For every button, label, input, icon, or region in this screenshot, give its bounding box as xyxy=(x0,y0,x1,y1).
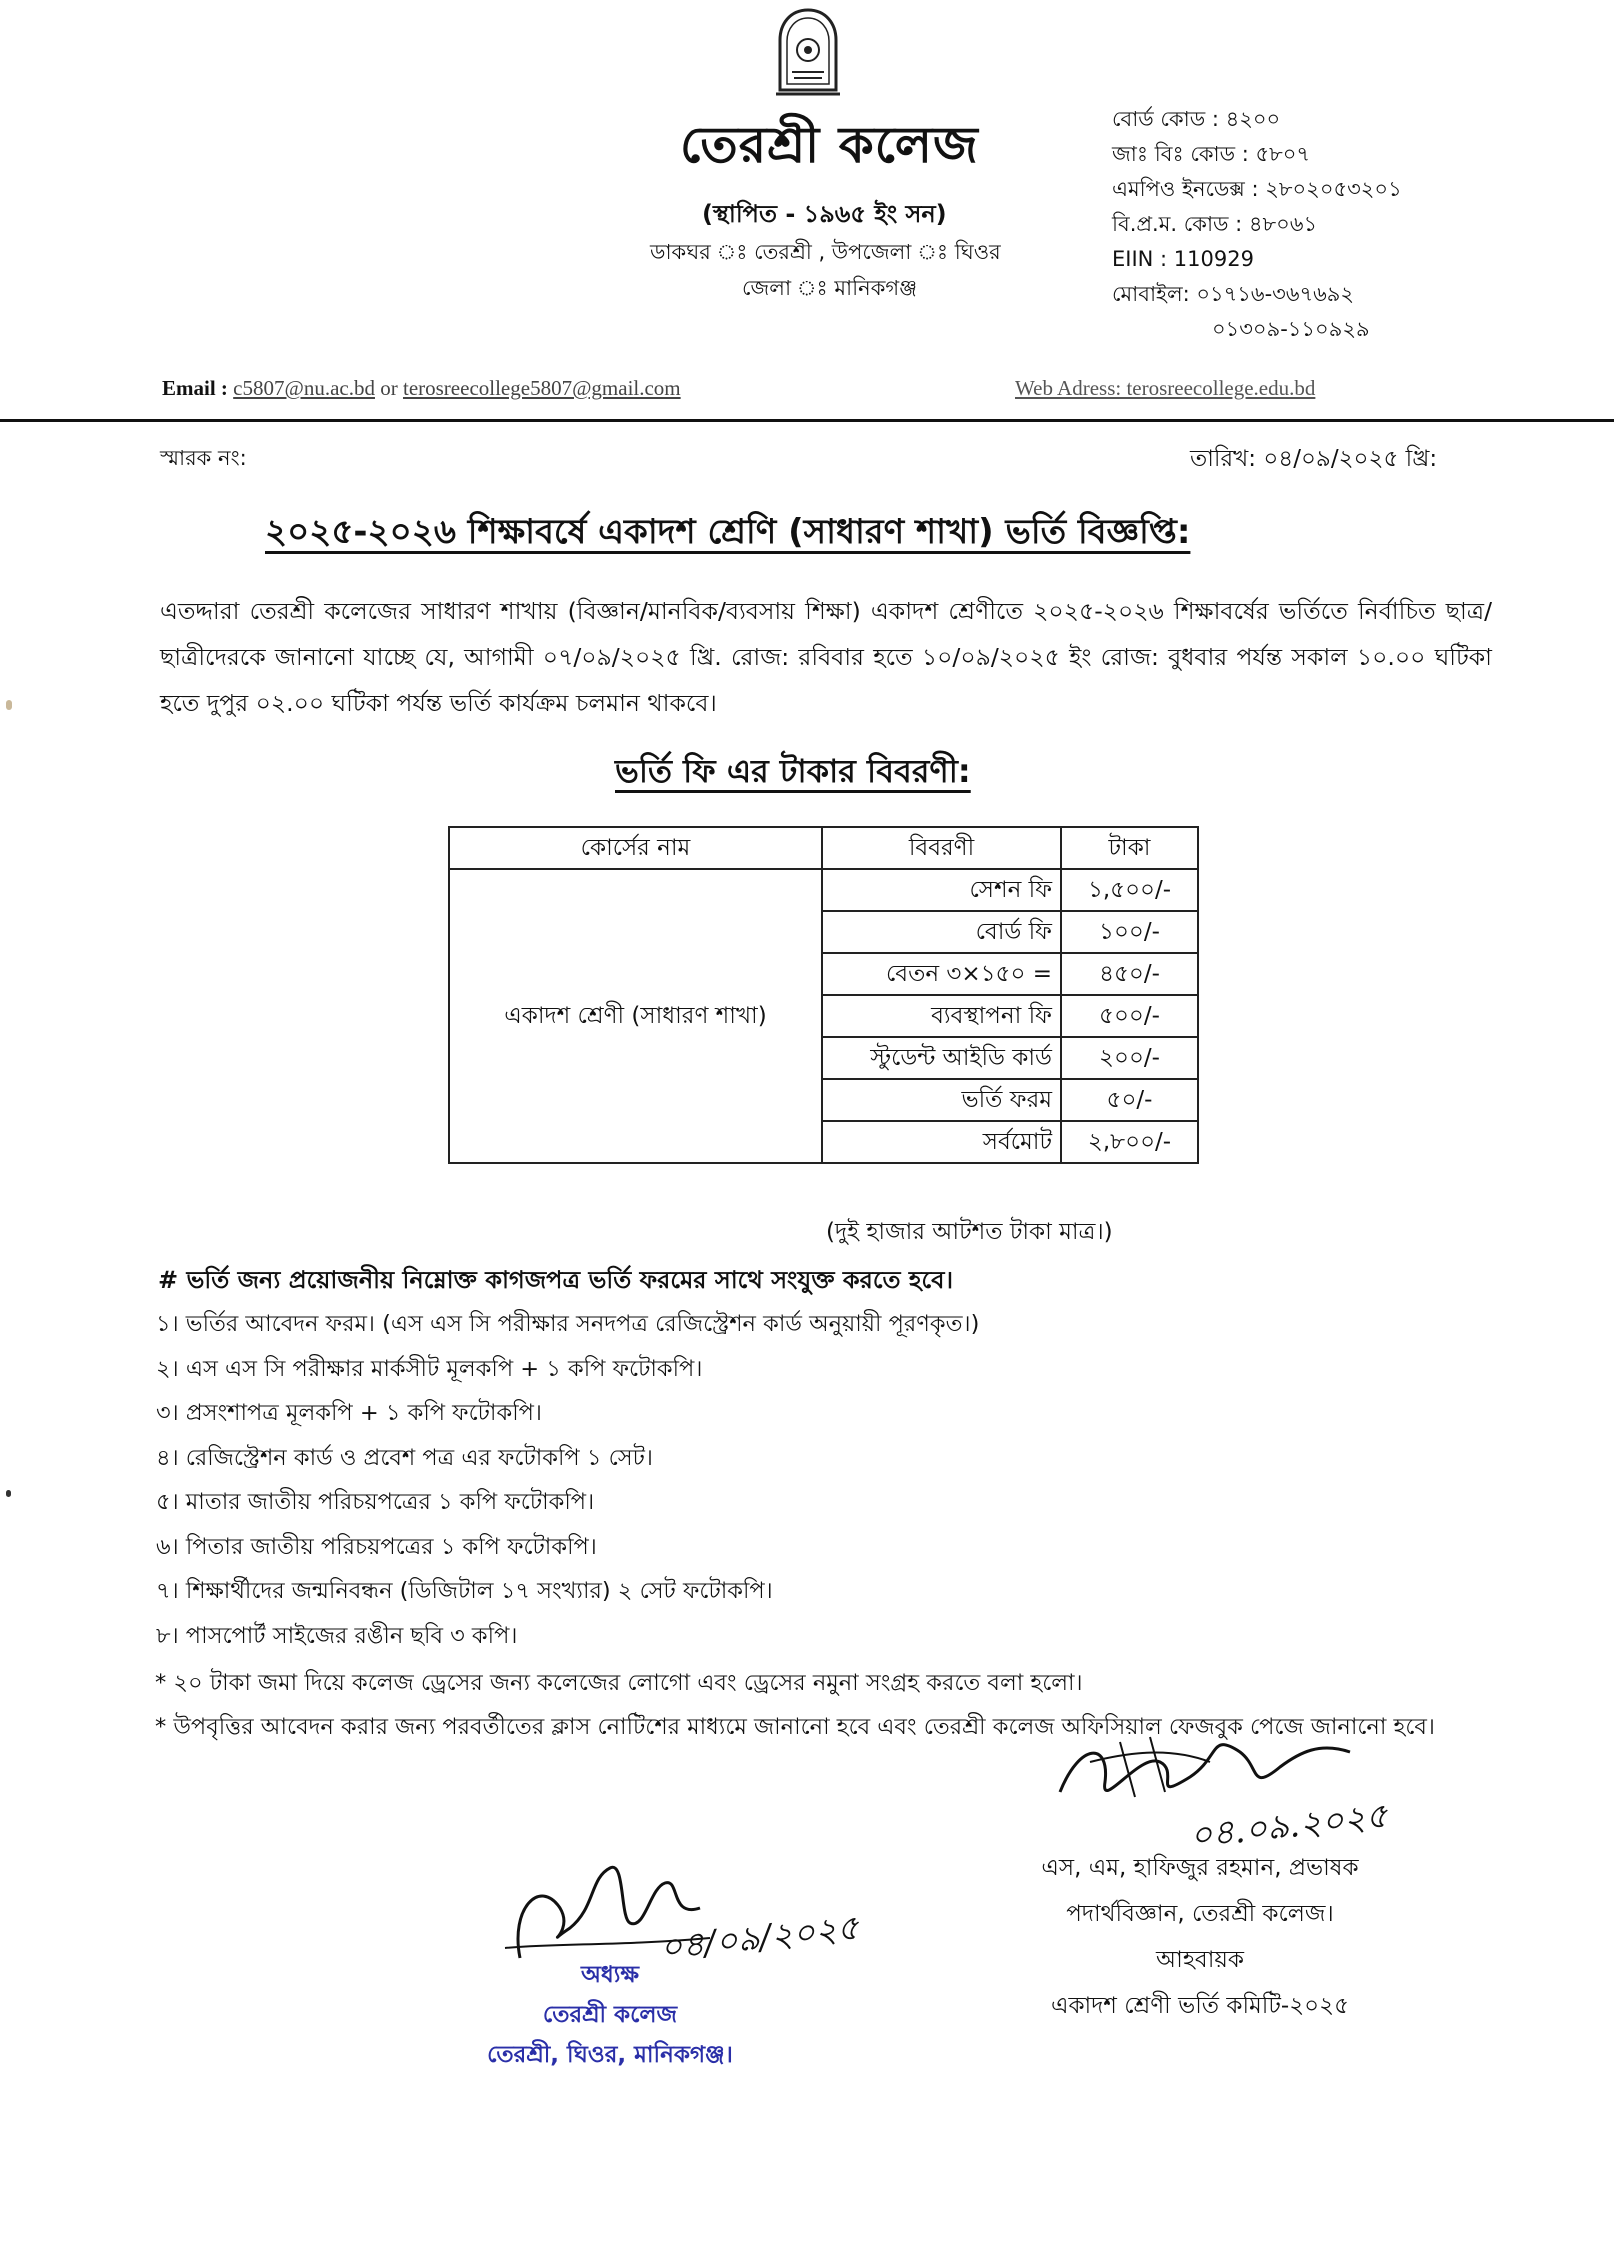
principal-stamp xyxy=(440,1955,780,2075)
college-codes xyxy=(1112,102,1402,347)
signatory-right xyxy=(990,1845,1410,2029)
list-item: ৪। রেজিস্ট্রেশন কার্ড ও প্রবেশ পত্র এর ফটোকপি ১ সেট। xyxy=(156,1444,653,1471)
address-line-1: ডাকঘর ঃ তেরশ্রী , উপজেলা ঃ ঘিওর xyxy=(650,240,1001,264)
header-course: কোর্সের নাম xyxy=(449,827,822,869)
header-description: বিবরণী xyxy=(822,827,1061,869)
college-logo-icon xyxy=(768,6,848,102)
amount-in-words: (দুই হাজার আটশত টাকা মাত্র।) xyxy=(826,1219,1113,1245)
signatory-right-dept: পদার্থবিজ্ঞান, তেরশ্রী কলেজ। xyxy=(1066,1901,1334,1927)
list-item: ১। ভর্তির আবেদন ফরম। (এস এস সি পরীক্ষার সনদপত্র রেজিস্ট্রেশন কার্ড অনুয়ায়ী পূরণকৃত।) xyxy=(156,1311,980,1337)
email-or: or xyxy=(380,376,398,400)
email-link-2[interactable]: terosreecollege5807@gmail.com xyxy=(402,376,681,400)
list-item: ৩। প্রসংশাপত্র মূলকপি + ১ কপি ফটোকপি। xyxy=(156,1400,542,1426)
web-address-link[interactable]: Web Adress: terosreecollege.edu.bd xyxy=(1015,376,1316,400)
header-amount: টাকা xyxy=(1061,827,1198,869)
list-item: ৫। মাতার জাতীয় পরিচয়পত্রের ১ কপি ফটোকপি। xyxy=(156,1489,595,1515)
eiin: EIIN : 110929 xyxy=(1112,247,1254,271)
fee-item: বেতন ৩×১৫০ = xyxy=(822,953,1061,995)
list-item: ৭। শিক্ষার্থীদের জন্মনিবন্ধন (ডিজিটাল ১৭ সংখ্যার) ২ সেট ফটোকপি। xyxy=(156,1578,773,1604)
mobile-2: ০১৩০৯-১১০৯২৯ xyxy=(1212,317,1370,341)
signature-left-date: ০৪/০৯/২০২৫ xyxy=(658,1907,861,1969)
scan-speck xyxy=(6,700,12,710)
fee-amount: ১,৫০০/- xyxy=(1061,869,1198,911)
stamp-address: তেরশ্রী, ঘিওর, মানিকগঞ্জ। xyxy=(487,2042,733,2068)
notice-date: তারিখ: ০৪/০৯/২০২৫ খ্রি: xyxy=(1190,446,1438,472)
scan-speck xyxy=(6,1490,11,1497)
signatory-right-name: এস, এম, হাফিজুর রহমান, প্রভাষক xyxy=(1041,1855,1359,1881)
table-row xyxy=(449,869,1198,911)
college-name: তেরশ্রী কলেজ xyxy=(680,116,979,174)
signature-right-date: ০৪.০৯.২০২৫ xyxy=(1188,1795,1390,1857)
list-item: ৬। পিতার জাতীয় পরিচয়পত্রের ১ কপি ফটোকপি। xyxy=(156,1533,597,1560)
notice-title: ২০২৫-২০২৬ শিক্ষাবর্ষে একাদশ শ্রেণি (সাধারণ শাখা) ভর্তি বিজ্ঞপ্তি: xyxy=(265,512,1191,552)
established-year: (স্থাপিত - ১৯৬৫ ইং সন) xyxy=(702,200,947,228)
nu-code: জাঃ বিঃ কোড : ৫৮০৭ xyxy=(1112,142,1311,166)
fee-amount: ৪৫০/- xyxy=(1061,953,1198,995)
fee-item: ব্যবস্থাপনা ফি xyxy=(822,995,1061,1037)
email-row xyxy=(162,376,681,401)
email-label: Email : xyxy=(162,376,228,400)
fee-item: ভর্তি ফরম xyxy=(822,1079,1061,1121)
address-line-2: জেলা ঃ মানিকগঞ্জ xyxy=(742,276,918,300)
fee-title: ভর্তি ফি এর টাকার বিবরণী: xyxy=(615,752,971,790)
fee-amount: ১০০/- xyxy=(1061,911,1198,953)
signatory-right-committee: একাদশ শ্রেণী ভর্তি কমিটি-২০২৫ xyxy=(1050,1993,1350,2019)
board-code: বোর্ড কোড : ৪২০০ xyxy=(1112,107,1281,131)
fee-total-label: সর্বমোট xyxy=(822,1121,1061,1163)
fee-amount: ৫০০/- xyxy=(1061,995,1198,1037)
note-dress: * ২০ টাকা জমা দিয়ে কলেজ ড্রেসের জন্য কলেজের লোগো এবং ড্রেসের নমুনা সংগ্রহ করতে বলা হলো। xyxy=(155,1670,1083,1696)
list-item: ৮। পাসপোর্ট সাইজের রঙীন ছবি ৩ কপি। xyxy=(156,1622,518,1649)
stamp-title: অধ্যক্ষ xyxy=(580,1962,640,1988)
requirements-heading: # ভর্তি জন্য প্রয়োজনীয় নিম্নোক্ত কাগজপত্র ভর্তি ফরমের সাথে সংযুক্ত করতে হবে। xyxy=(158,1266,954,1294)
stamp-college: তেরশ্রী কলেজ xyxy=(542,2002,678,2028)
fee-amount: ৫০/- xyxy=(1061,1079,1198,1121)
fee-amount: ২০০/- xyxy=(1061,1037,1198,1079)
fee-item: সেশন ফি xyxy=(822,869,1061,911)
list-item: ২। এস এস সি পরীক্ষার মার্কসীট মূলকপি + ১ কপি ফটোকপি। xyxy=(156,1355,703,1382)
mobile-1: মোবাইল: ০১৭১৬-৩৬৭৬৯২ xyxy=(1112,282,1355,306)
fee-total-amount: ২,৮০০/- xyxy=(1061,1121,1198,1163)
course-name: একাদশ শ্রেণী (সাধারণ শাখা) xyxy=(449,869,822,1163)
fee-table xyxy=(448,826,1199,1164)
notice-paragraph: এতদ্দারা তেরশ্রী কলেজের সাধারণ শাখায় (বিজ্ঞান/মানবিক/ব্যবসায় শিক্ষা) একাদশ শ্রেণীতে ২০২৫-২০২৬ শিক্ষাবর্ষের ভর্তিতে নির্বাচিত ছাত্র/ছাত্রীদেরকে জানানো যাচ্ছে যে, আগামী ০৭/০৯/২০২৫ খ্রি. রোজ: রবিবার হতে ১০/০৯/২০২৫ ইং রোজ: বুধবার পর্যন্ত সকাল ১০.০০ ঘটিকা হতে দুপুর ০২.০০ ঘটিকা পর্যন্ত ভর্তি কার্যক্রম চলমান থাকবে। xyxy=(160,597,1492,717)
header-divider xyxy=(0,419,1614,422)
fee-item: বোর্ড ফি xyxy=(822,911,1061,953)
mpo-index: এমপিও ইনডেক্স : ২৮০২০৫৩২০১ xyxy=(1112,177,1402,201)
bpm-code: বি.প্র.ম. কোড : ৪৮০৬১ xyxy=(1112,212,1318,236)
memo-number: স্মারক নং: xyxy=(160,446,247,470)
fee-table-header xyxy=(449,827,1198,869)
email-link-1[interactable]: c5807@nu.ac.bd xyxy=(233,376,375,400)
signatory-right-role: আহবায়ক xyxy=(1155,1947,1245,1973)
fee-item: স্টুডেন্ট আইডি কার্ড xyxy=(822,1037,1061,1079)
note-stipend: * উপবৃত্তির আবেদন করার জন্য পরবর্তীতের ক্লাস নোটিশের মাধ্যমে জানানো হবে এবং তেরশ্রী কলেজ অফিসিয়াল ফেজবুক পেজে জানানো হবে। xyxy=(155,1714,1435,1740)
requirements-list xyxy=(156,1302,979,1658)
